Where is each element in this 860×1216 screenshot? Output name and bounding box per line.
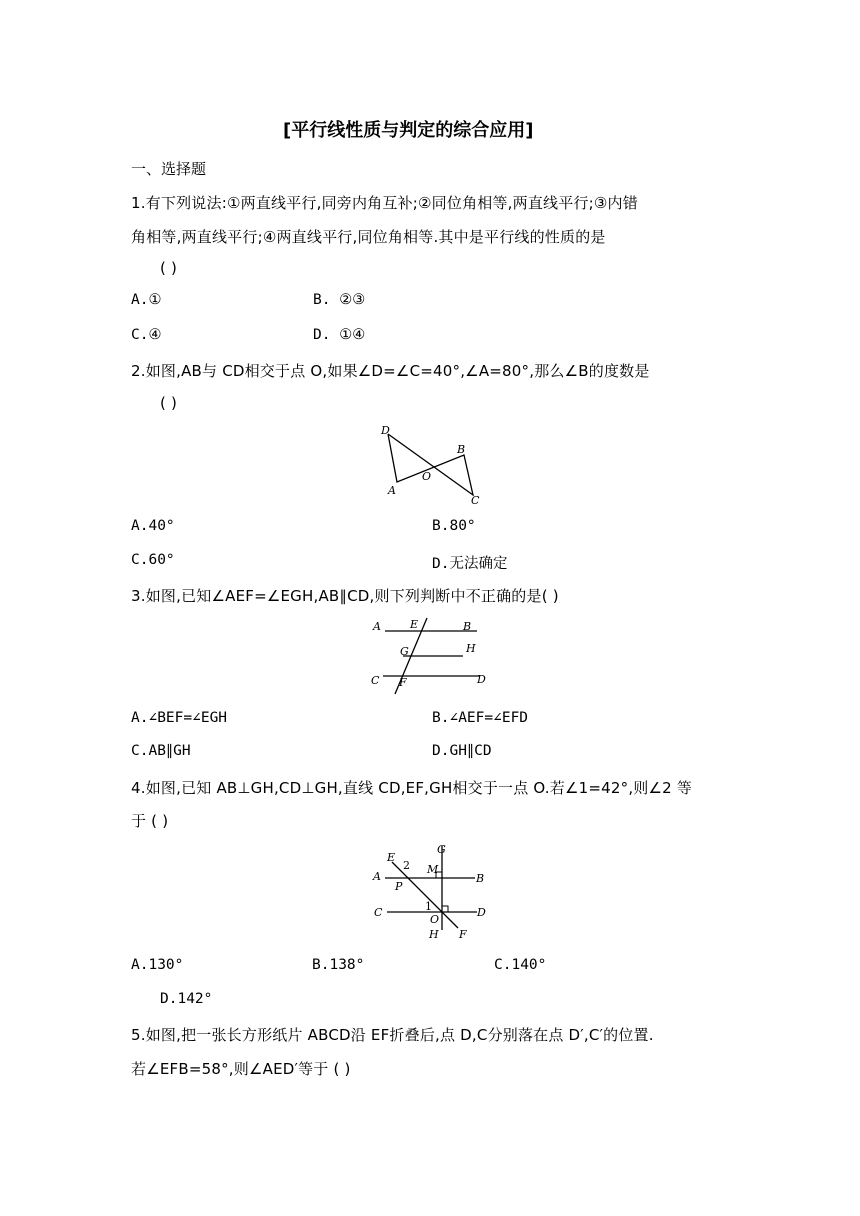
label-D: D — [477, 906, 486, 919]
option-a: A.∠BEF=∠EGH — [131, 710, 228, 726]
option-d: D.GH∥CD — [432, 743, 492, 759]
question-text: 若∠EFB=58°,则∠AED′等于 ( ) — [131, 1060, 351, 1078]
option-c: C.60° — [131, 552, 175, 568]
question-text: 1.有下列说法:①两直线平行,同旁内角互补;②同位角相等,两直线平行;③内错 — [131, 194, 638, 212]
label-D: D — [381, 424, 390, 437]
option-b: B.80° — [432, 518, 476, 534]
label-B: B — [463, 620, 472, 633]
section-heading: 一、选择题 — [131, 160, 207, 178]
answer-blank: ( ) — [160, 394, 178, 412]
question-text: 于 ( ) — [131, 812, 169, 830]
label-A: A — [388, 484, 396, 497]
option-c: C.AB∥GH — [131, 743, 191, 759]
label-F: F — [399, 676, 407, 689]
option-a: A.① — [131, 292, 162, 308]
option-b: B.∠AEF=∠EFD — [432, 710, 529, 726]
label-E: E — [387, 851, 396, 864]
question-text: 5.如图,把一张长方形纸片 ABCD沿 EF折叠后,点 D,C分别落在点 D′,C′的位置. — [131, 1026, 654, 1044]
option-b: B. ②③ — [313, 292, 366, 308]
label-C: C — [371, 674, 380, 687]
label-E: E — [410, 618, 419, 631]
page-title: [平行线性质与判定的综合应用] — [283, 120, 534, 141]
label-O: O — [430, 913, 440, 926]
figure-bowtie — [375, 420, 490, 508]
label-F: F — [459, 928, 467, 941]
question-text: 角相等,两直线平行;④两直线平行,同位角相等.其中是平行线的性质的是 — [131, 228, 606, 246]
question-text: 4.如图,已知 AB⊥GH,CD⊥GH,直线 CD,EF,GH相交于一点 O.若∠1=42°,则∠2 等 — [131, 779, 693, 797]
option-b: B.138° — [312, 957, 365, 973]
answer-blank: ( ) — [160, 259, 178, 277]
label-1: 1 — [425, 900, 432, 913]
label-H: H — [429, 928, 439, 941]
label-C: C — [374, 906, 383, 919]
label-D: D — [477, 673, 486, 686]
label-2: 2 — [403, 859, 410, 872]
question-text: 3.如图,已知∠AEF=∠EGH,AB∥CD,则下列判断中不正确的是( ) — [131, 587, 559, 605]
question-text: 2.如图,AB与 CD相交于点 O,如果∠D=∠C=40°,∠A=80°,那么∠B的度数是 — [131, 362, 650, 380]
label-O: O — [422, 470, 432, 483]
figure-perpendicular-lines — [365, 840, 495, 945]
option-c: C.140° — [494, 957, 547, 973]
option-d: D.无法确定 — [432, 556, 508, 572]
label-M: M — [427, 863, 439, 876]
label-A: A — [373, 620, 381, 633]
figure-parallel-lines — [365, 612, 495, 700]
label-A: A — [373, 870, 381, 883]
label-G: G — [400, 645, 409, 658]
label-P: P — [395, 880, 403, 893]
option-a: A.130° — [131, 957, 184, 973]
option-a: A.40° — [131, 518, 175, 534]
option-c: C.④ — [131, 327, 162, 343]
option-d: D.142° — [160, 991, 213, 1007]
label-B: B — [457, 443, 466, 456]
label-B: B — [476, 872, 485, 885]
label-G: G — [437, 843, 446, 856]
label-C: C — [471, 494, 480, 507]
label-H: H — [466, 642, 476, 655]
option-d: D. ①④ — [313, 327, 366, 343]
